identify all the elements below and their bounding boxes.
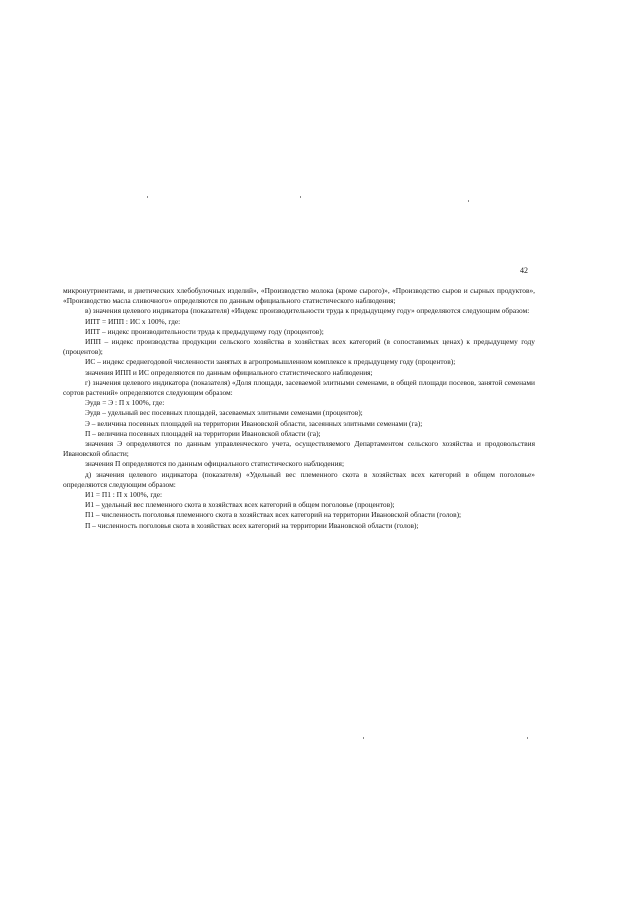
formula-line: И1 = П1 : П х 100%, где: xyxy=(85,490,163,500)
scan-speck xyxy=(468,200,469,202)
formula-line: Эудв = Э : П х 100%, где: xyxy=(85,398,165,408)
document-body xyxy=(63,286,535,531)
paragraph: значения ИПП и ИС определяются по данным официального статистического наблюдения; xyxy=(85,367,373,377)
paragraph: в) значения целевого индикатора (показателя) «Индекс производительности труда к предыдущему году» определяются следующим образом: xyxy=(85,306,530,316)
paragraph: Э – величина посевных площадей на территории Ивановской области, засеянных элитными семенами (га); xyxy=(85,418,423,428)
paragraph: ИПП – индекс производства продукции сельского хозяйства в хозяйствах всех категорий (в сопоставимых ценах) к предыдущему году (процентов); xyxy=(63,337,535,357)
paragraph: Эудв – удельный вес посевных площадей, засеваемых элитными семенами (процентов); xyxy=(85,408,363,418)
paragraph: значения П определяются по данным официального статистического наблюдения; xyxy=(85,459,345,469)
scan-speck xyxy=(363,737,364,739)
paragraph: ИС – индекс среднегодовой численности занятых в агропромышленном комплексе к предыдущему году (процентов); xyxy=(85,357,456,367)
paragraph: П – величина посевных площадей на территории Ивановской области (га); xyxy=(85,428,321,438)
formula-line: ИПТ = ИПП : ИС х 100%, где: xyxy=(85,316,181,326)
page-number: 42 xyxy=(520,266,528,275)
paragraph: И1 – удельный вес племенного скота в хозяйствах всех категорий в общем поголовье (процентов); xyxy=(85,500,395,510)
paragraph: П – численность поголовья скота в хозяйствах всех категорий на территории Ивановской области (голов); xyxy=(85,520,419,530)
scan-speck xyxy=(527,737,528,739)
paragraph: г) значения целевого индикатора (показателя) «Доля площади, засеваемой элитными семенами, в общей площади посевов, занятой семенами сортов растений» определяются следующим образом: xyxy=(63,377,535,398)
paragraph: д) значения целевого индикатора (показателя) «Удельный вес племенного скота в хозяйствах всех категорий в общем поголовье» определяются следующим образом: xyxy=(63,469,535,489)
scan-speck xyxy=(300,196,301,198)
paragraph: П1 – численность поголовья племенного скота в хозяйствах всех категорий на территории Ивановской области (голов); xyxy=(85,510,462,520)
scan-speck xyxy=(147,196,148,198)
paragraph: значения Э определяются по данным управленческого учета, осуществляемого Департаментом сельского хозяйства и продовольствия Ивановской области; xyxy=(63,439,535,459)
paragraph: микронутриентами, и диетических хлебобулочных изделий», «Производство молока (кроме сырого)», «Производство сыров и сырных продуктов», «Производство масла сливочного» определяются по данным официального статистического наблюдения; xyxy=(63,286,535,306)
paragraph: ИПТ – индекс производительности труда к предыдущему году (процентов); xyxy=(85,326,324,336)
